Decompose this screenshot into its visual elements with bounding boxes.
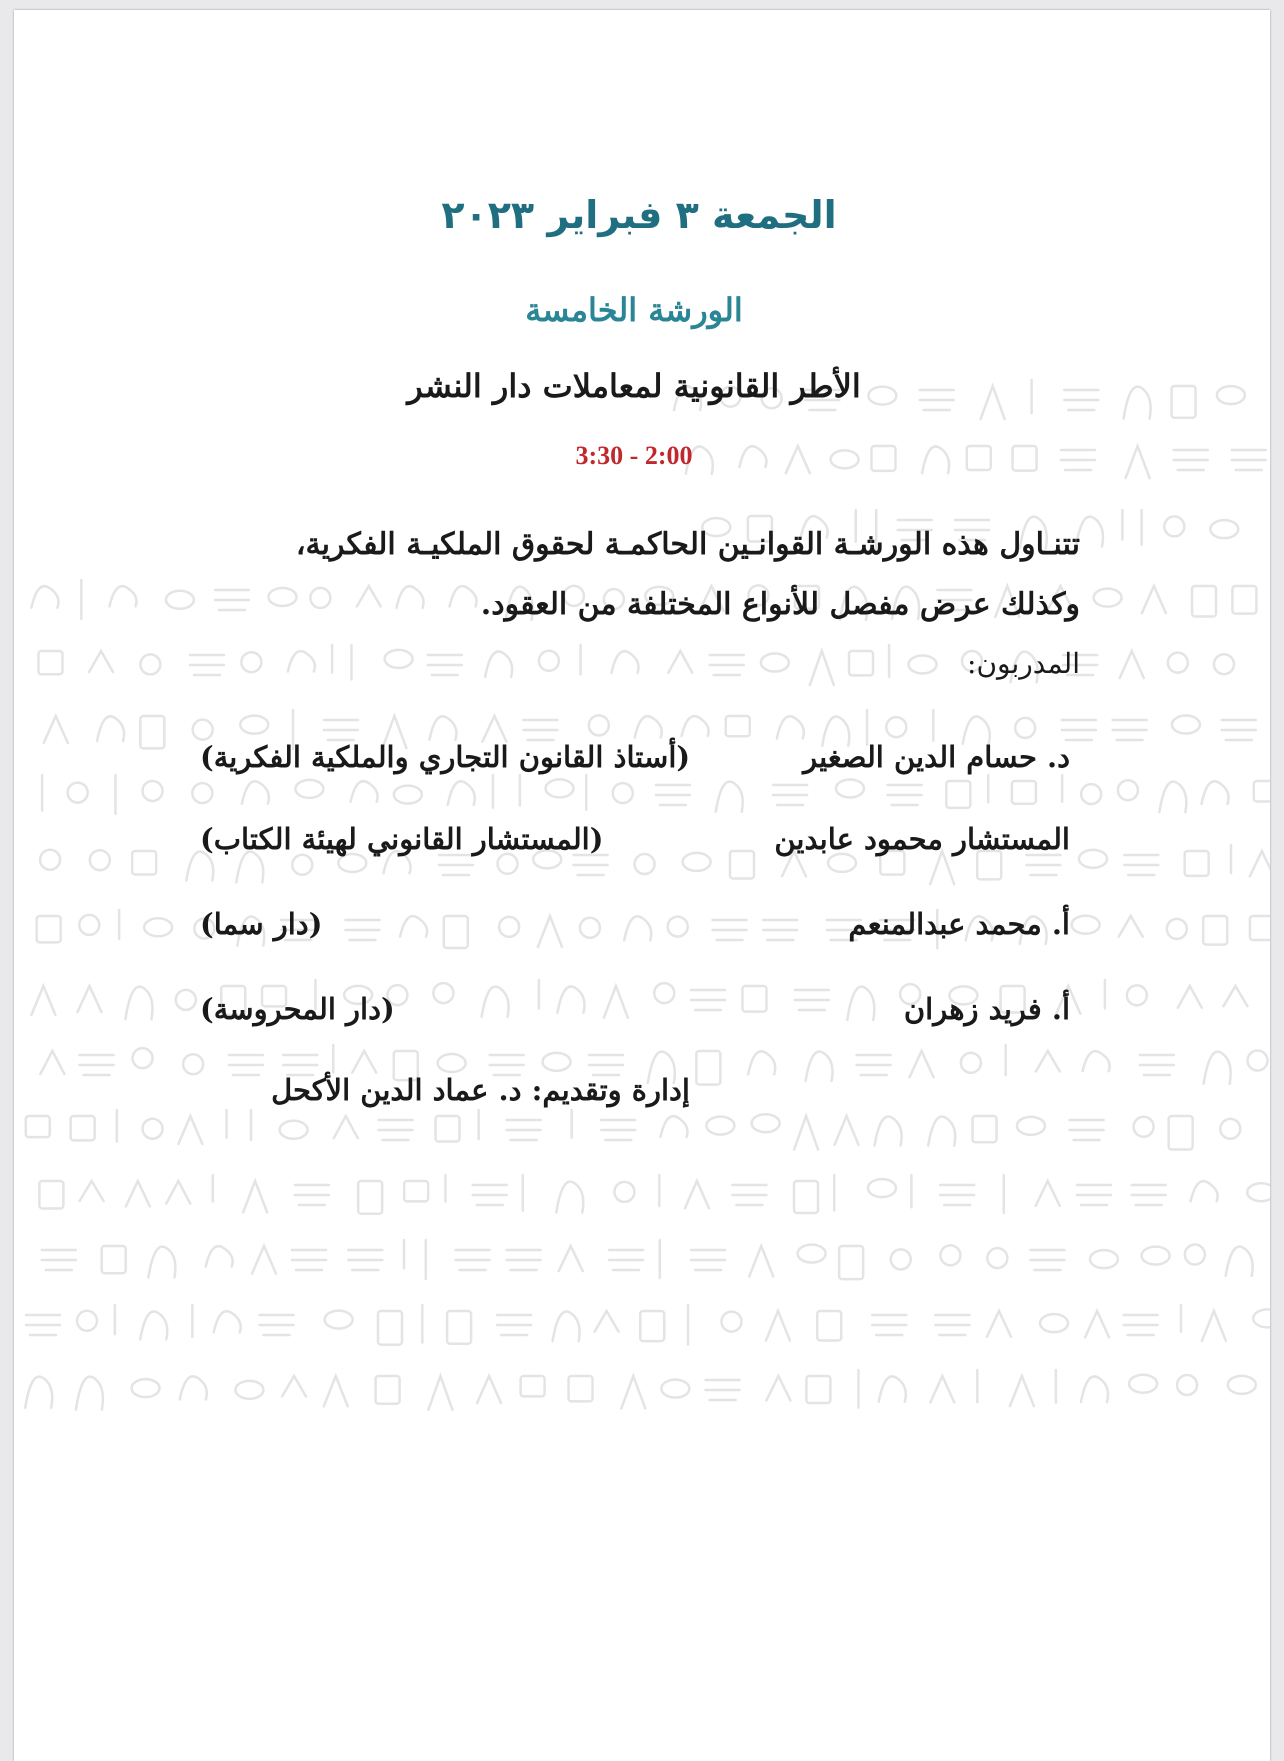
trainer-name: أ. محمد عبدالمنعم [848,907,1070,941]
trainer-name: المستشار محمود عابدين [774,822,1070,856]
trainer-name: د. حسام الدين الصغير [803,740,1070,774]
trainer-role: (دار سما) [200,907,323,941]
moderator-line: إدارة وتقديم: د. عماد الدين الأكحل [271,1073,690,1107]
workshop-name: الورشة الخامسة [525,291,743,329]
workshop-subject: الأطر القانونية لمعاملات دار النشر [407,367,861,405]
trainer-role: (دار المحروسة) [200,992,395,1026]
workshop-description [200,515,1080,635]
session-time: 3:30 - 2:00 [575,441,693,470]
hieroglyphs-pattern [14,10,1270,1761]
trainer-row [200,902,1070,946]
trainers-label: المدربون: [967,647,1080,680]
trainer-name: أ. فريد زهران [903,992,1070,1026]
document-page [14,10,1270,1761]
description-line: تتنـاول هذه الورشـة القوانـين الحاكمـة لحقوق الملكيـة الفكرية، [295,527,1080,562]
trainer-role: (أستاذ القانون التجاري والملكية الفكرية) [200,740,691,774]
description-line: وكذلك عرض مفصل للأنواع المختلفة من العقود. [480,587,1080,622]
trainer-row [200,817,1070,861]
trainer-role: (المستشار القانوني لهيئة الكتاب) [200,822,604,856]
date-title: الجمعة ٣ فبراير ٢٠٢٣ [441,193,837,237]
trainer-row [200,987,1070,1031]
trainer-row [200,735,1070,779]
